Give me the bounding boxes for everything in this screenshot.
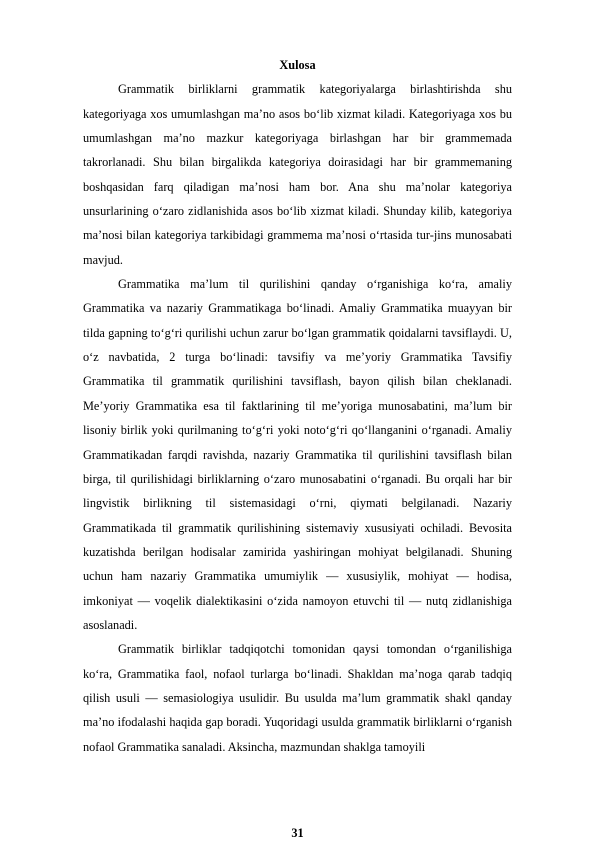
page-number: 31 [291, 826, 304, 840]
section-title: Xulosa [279, 58, 316, 72]
page-body [83, 53, 512, 759]
paragraph: Grammatik birliklarni grammatik kategoriyalarga birlashtirishda shu kategoriyaga xos umumlashgan ma’no asos bo‘lib xizmat kiladi. Kategoriyaga xos bu umumlashgan ma’no mazkur kategoriyaga birlashgan har bir grammemada takrorlanadi. Shu bilan birgalikda kategoriya doirasidagi har bir grammemaning boshqasidan farq qiladigan ma’nosi ham bor. Ana shu ma’nolar kategoriya unsurlarining o‘zaro zidlanishida asos bo‘lib xizmat kiladi. Shunday kilib, kategoriya ma’nosi bilan kategoriya tarkibidagi grammema ma’nosi o‘rtasida tur-jins munosabati mavjud. [83, 82, 512, 267]
paragraph: Grammatik birliklar tadqiqotchi tomonidan qaysi tomondan o‘rganilishiga ko‘ra, Grammatika faol, nofaol turlarga bo‘linadi. Shakldan ma’noga qarab tadqiq qilish usuli — semasiologiya usulidir. Bu usulda ma’lum grammatik shakl qanday ma’no ifodalashi haqida gap boradi. Yuqoridagi usulda grammatik birliklarni o‘rganish nofaol Grammatika sanaladi. Aksincha, mazmundan shaklga tamoyili [83, 642, 512, 754]
paragraph: Grammatika ma’lum til qurilishini qanday o‘rganishiga ko‘ra, amaliy Grammatika va nazariy Grammatikaga bo‘linadi. Amaliy Grammatika muayyan bir tilda gapning to‘g‘ri qurilishi uchun zarur bo‘lgan grammatik qoidalarni tavsiflaydi. U, o‘z navbatida, 2 turga bo‘linadi: tavsifiy va me’yoriy Grammatika Tavsifiy Grammatika til grammatik qurilishini tavsiflash, bayon qilish bilan cheklanadi. Me’yoriy Grammatika esa til faktlarining til me’yoriga munosabatini, ma’lum bir lisoniy birlik yoki qurilmaning to‘g‘ri yoki noto‘g‘ri qo‘llanganini o‘rganadi. Amaliy Grammatikadan farqdi ravishda, nazariy Grammatika til qurilishini tavsiflash bilan birga, til qurilishidagi birliklarning o‘zaro munosabatini o‘rganadi. Bu orqali har bir lingvistik birlikning til sistemasidagi o‘rni, qiymati belgilanadi. Nazariy Grammatikada til grammatik qurilishining sistemaviy xususiyati ochiladi. Bevosita kuzatishda berilgan hodisalar zamirida yashiringan mohiyat belgilanadi. Shuning uchun ham nazariy Grammatika umumiylik — xususiylik, mohiyat — hodisa, imkoniyat — voqelik dialektikasini o‘zida namoyon etuvchi til — nutq zidlanishiga asoslanadi. [83, 277, 512, 632]
